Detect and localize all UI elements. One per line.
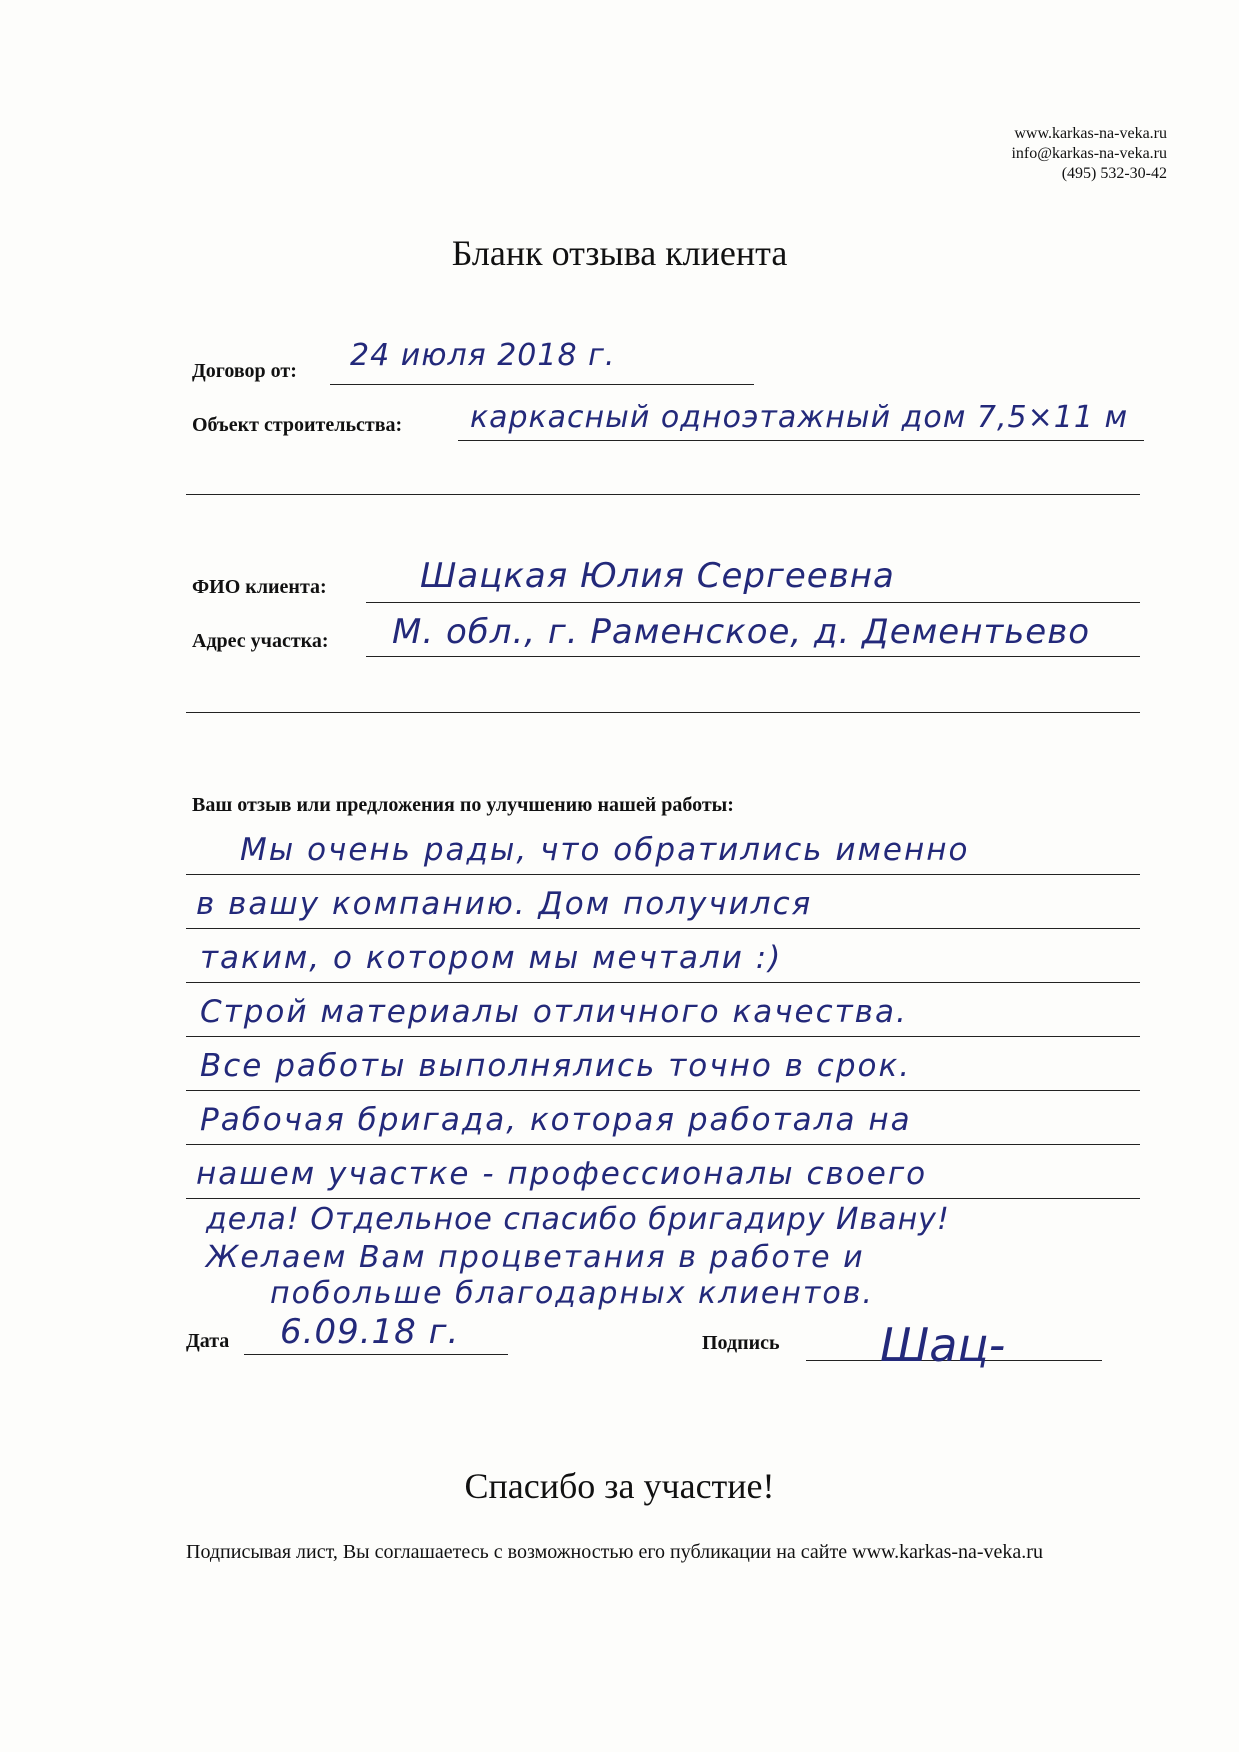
- email-link[interactable]: info@karkas-na-veka.ru: [1011, 145, 1167, 162]
- address-rule-2: [186, 712, 1140, 713]
- object-value[interactable]: каркасный одноэтажный дом 7,5×11 м: [470, 400, 1129, 435]
- client-name-value[interactable]: Шацкая Юлия Сергеевна: [420, 556, 895, 596]
- contract-date-value[interactable]: 24 июля 2018 г.: [350, 338, 616, 373]
- footer-note: Подписывая лист, Вы соглашаетесь с возможностью его публикации на сайте www.karkas-na-veka.ru: [186, 1541, 1043, 1563]
- review-rule: [186, 1198, 1140, 1199]
- review-rule: [186, 1090, 1140, 1091]
- object-rule-2: [186, 494, 1140, 495]
- website-link[interactable]: www.karkas-na-veka.ru: [1014, 125, 1167, 142]
- review-rule: [186, 1036, 1140, 1037]
- date-rule: [244, 1354, 508, 1355]
- review-label: Ваш отзыв или предложения по улучшению нашей работы:: [192, 794, 734, 816]
- phone-number: (495) 532-30-42: [1061, 165, 1167, 182]
- address-rule: [366, 656, 1140, 657]
- object-label: Объект строительства:: [192, 414, 403, 436]
- form-title: Бланк отзыва клиента: [451, 233, 788, 273]
- review-line[interactable]: Строй материалы отличного качества.: [200, 994, 908, 1030]
- contract-label: Договор от:: [192, 360, 297, 382]
- contract-rule: [330, 384, 754, 385]
- review-line[interactable]: в вашу компанию. Дом получился: [196, 886, 813, 922]
- client-label: ФИО клиента:: [192, 576, 327, 598]
- review-rule: [186, 928, 1140, 929]
- review-line[interactable]: Рабочая бригада, которая работала на: [200, 1102, 912, 1138]
- date-label: Дата: [186, 1330, 230, 1352]
- address-value[interactable]: М. обл., г. Раменское, д. Дементьево: [392, 612, 1091, 652]
- review-rule: [186, 982, 1140, 983]
- date-value[interactable]: 6.09.18 г.: [280, 1312, 460, 1352]
- review-line[interactable]: нашем участке - профессионалы своего: [196, 1156, 928, 1192]
- address-label: Адрес участка:: [192, 630, 329, 652]
- review-rule: [186, 1144, 1140, 1145]
- thanks-heading: Спасибо за участие!: [464, 1466, 775, 1506]
- review-line[interactable]: таким, о котором мы мечтали :): [200, 940, 783, 976]
- review-line[interactable]: Все работы выполнялись точно в срок.: [200, 1048, 912, 1084]
- object-rule: [458, 440, 1144, 441]
- review-line[interactable]: дела! Отдельное спасибо бригадиру Ивану!: [206, 1202, 950, 1237]
- review-line[interactable]: Желаем Вам процветания в работе и: [206, 1240, 865, 1275]
- client-rule: [366, 602, 1140, 603]
- contacts-block: [1011, 124, 1167, 184]
- signature-value[interactable]: Шац-: [880, 1318, 1006, 1372]
- review-line[interactable]: побольше благодарных клиентов.: [270, 1276, 874, 1311]
- review-rule: [186, 874, 1140, 875]
- signature-label: Подпись: [702, 1332, 780, 1354]
- review-line[interactable]: Мы очень рады, что обратились именно: [240, 832, 970, 868]
